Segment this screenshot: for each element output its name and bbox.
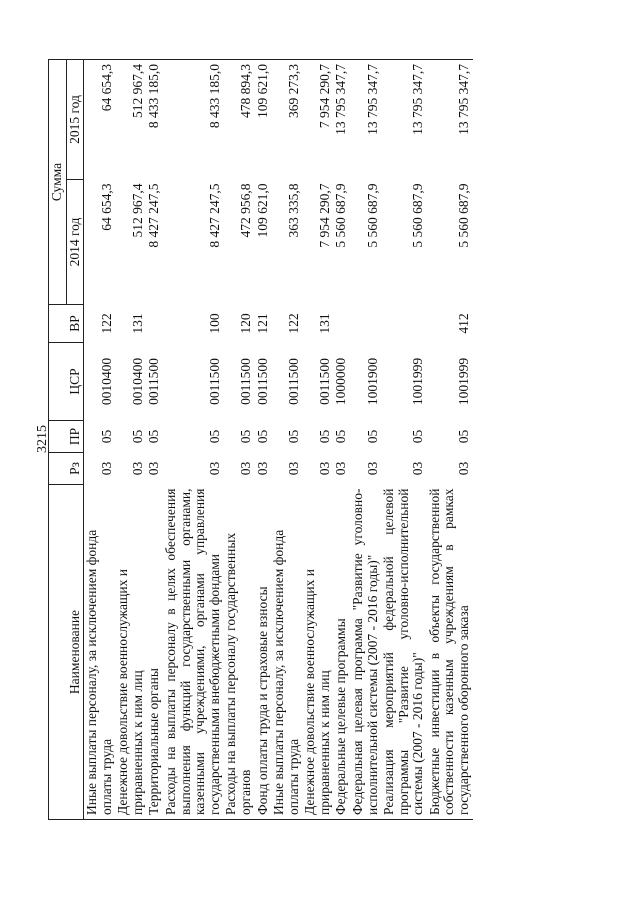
row-2014: 8 427 247,5 <box>146 183 162 248</box>
row-vr <box>381 305 427 343</box>
row-csr: 0011500 <box>146 358 162 405</box>
row-name: Расходы на выплаты персоналу государственных органов <box>223 485 254 820</box>
page-number: 3215 <box>35 425 50 453</box>
row-vr: 120 <box>237 313 253 334</box>
row-2014: 7 954 290,7 <box>316 183 332 248</box>
row-csr: 1001900 <box>364 357 380 406</box>
header-rz: Рз <box>49 453 84 485</box>
row-name: Фонд оплаты труда и страховые взносы <box>255 485 272 820</box>
row-rz: 03 <box>237 461 253 476</box>
row-2014: 512 967,4 <box>129 183 145 238</box>
row-rz: 03 <box>254 461 270 476</box>
row-rz: 03 <box>206 461 222 476</box>
row-2015: 512 967,4 <box>115 59 146 179</box>
row-rz: 03 <box>285 461 301 476</box>
row-pr: 05 <box>410 429 426 444</box>
row-2014: 5 560 687,9 <box>333 183 349 248</box>
row-name: Иные выплаты персоналу, за исключением фонда оплаты труда <box>84 485 116 820</box>
row-2015: 13 795 347,7 <box>427 59 473 179</box>
row-pr: 05 <box>333 429 349 444</box>
row-pr: 05 <box>364 429 380 444</box>
row-csr: 0011500 <box>285 358 301 405</box>
row-2014: 8 427 247,5 <box>206 183 222 248</box>
row-name: Денежное довольствие военнослужащих и приравненных к ним лиц <box>115 485 146 820</box>
row-name: Иные выплаты персоналу, за исключением фонда оплаты труда <box>271 485 302 820</box>
row-csr: 0011500 <box>316 358 332 405</box>
header-2015: 2015 год <box>66 59 84 179</box>
row-pr: 05 <box>285 429 301 444</box>
row-2014: 363 335,8 <box>285 183 301 238</box>
table-row <box>255 59 272 819</box>
row-2014: 472 956,8 <box>237 183 253 238</box>
row-vr <box>350 305 381 343</box>
row-pr: 05 <box>98 429 114 444</box>
table-row <box>350 59 381 819</box>
row-pr: 05 <box>456 429 472 444</box>
row-2015: 8 433 185,0 <box>163 59 223 179</box>
row-rz: 03 <box>129 461 145 476</box>
row-2015: 109 621,0 <box>255 59 272 179</box>
row-csr: 1001999 <box>410 357 426 406</box>
row-2015: 13 795 347,7 <box>350 59 381 179</box>
row-pr: 05 <box>237 429 253 444</box>
table-row <box>427 59 473 819</box>
header-2014: 2014 год <box>66 180 84 305</box>
row-2014: 5 560 687,9 <box>456 183 472 248</box>
row-rz: 03 <box>364 461 380 476</box>
header-sum: Сумма <box>49 59 67 304</box>
row-vr: 100 <box>206 313 222 334</box>
table-row <box>271 59 302 819</box>
row-csr: 0011500 <box>254 358 270 405</box>
row-vr: 121 <box>254 313 270 334</box>
row-2014: 64 654,3 <box>98 183 114 231</box>
table-row <box>381 59 427 819</box>
header-name: Наименование <box>49 485 84 820</box>
row-2015: 478 894,3 <box>223 59 254 179</box>
budget-table <box>48 59 473 820</box>
row-2015: 7 954 290,7 <box>302 59 333 179</box>
row-vr: 412 <box>456 313 472 334</box>
row-rz: 03 <box>316 461 332 476</box>
row-name: Денежное довольствие военнослужащих и приравненных к ним лиц <box>302 485 333 820</box>
row-2015: 8 433 185,0 <box>146 59 163 179</box>
table-row <box>302 59 333 819</box>
table-row <box>163 59 223 819</box>
row-rz: 03 <box>98 461 114 476</box>
row-csr: 1001999 <box>456 357 472 406</box>
table-row <box>333 59 350 819</box>
row-2015: 369 273,3 <box>271 59 302 179</box>
row-pr: 05 <box>316 429 332 444</box>
row-pr: 05 <box>254 429 270 444</box>
row-name: Федеральные целевые программы <box>333 485 350 820</box>
row-rz: 03 <box>456 461 472 476</box>
header-pr: ПР <box>49 421 84 453</box>
row-csr: 0011500 <box>206 358 222 405</box>
row-rz: 03 <box>146 461 162 476</box>
row-vr: 131 <box>316 313 332 334</box>
rotated-page <box>48 60 588 820</box>
row-2014: 5 560 687,9 <box>410 183 426 248</box>
row-name: Расходы на выплаты персоналу в целях обеспечения выполнения функций государственными органами, казенными учреждениями, органами управления государственными внебюджетными фондами <box>163 485 223 820</box>
row-2014: 109 621,0 <box>254 183 270 238</box>
header-csr: ЦСР <box>49 343 84 421</box>
row-vr <box>333 305 350 343</box>
row-vr: 122 <box>98 313 114 334</box>
table-row <box>84 59 116 819</box>
row-name: Федеральная целевая программа "Развитие уголовно-исполнительной системы (2007 - 2016 годы)" <box>350 485 381 820</box>
table-row <box>146 59 163 819</box>
row-2015: 13 795 347,7 <box>333 59 350 179</box>
row-csr: 0010400 <box>129 357 145 406</box>
row-rz: 03 <box>333 461 349 476</box>
row-2015: 13 795 347,7 <box>381 59 427 179</box>
row-2015: 64 654,3 <box>84 59 116 179</box>
row-pr: 05 <box>146 429 162 444</box>
header-vr: ВР <box>49 305 84 343</box>
row-pr: 05 <box>129 429 145 444</box>
row-vr: 122 <box>285 313 301 334</box>
row-2014: 5 560 687,9 <box>364 183 380 248</box>
row-vr: 131 <box>129 313 145 334</box>
row-name: Реализация мероприятий федеральной целевой программы "Развитие уголовно-исполнительной системы (2007 - 2016 годы)" <box>381 485 427 820</box>
table-row <box>115 59 146 819</box>
row-csr: 0011500 <box>237 358 253 405</box>
table-row <box>223 59 254 819</box>
row-name: Бюджетные инвестиции в объекты государственной собственности казенным учреждениям в рамках государственного оборонного заказа <box>427 485 473 820</box>
row-csr: 0010400 <box>98 357 114 406</box>
table-body <box>84 59 473 819</box>
row-rz: 03 <box>410 461 426 476</box>
row-pr: 05 <box>206 429 222 444</box>
table-header <box>49 59 84 819</box>
row-csr: 1000000 <box>333 357 349 406</box>
row-vr <box>146 305 163 343</box>
row-name: Территориальные органы <box>146 485 163 820</box>
